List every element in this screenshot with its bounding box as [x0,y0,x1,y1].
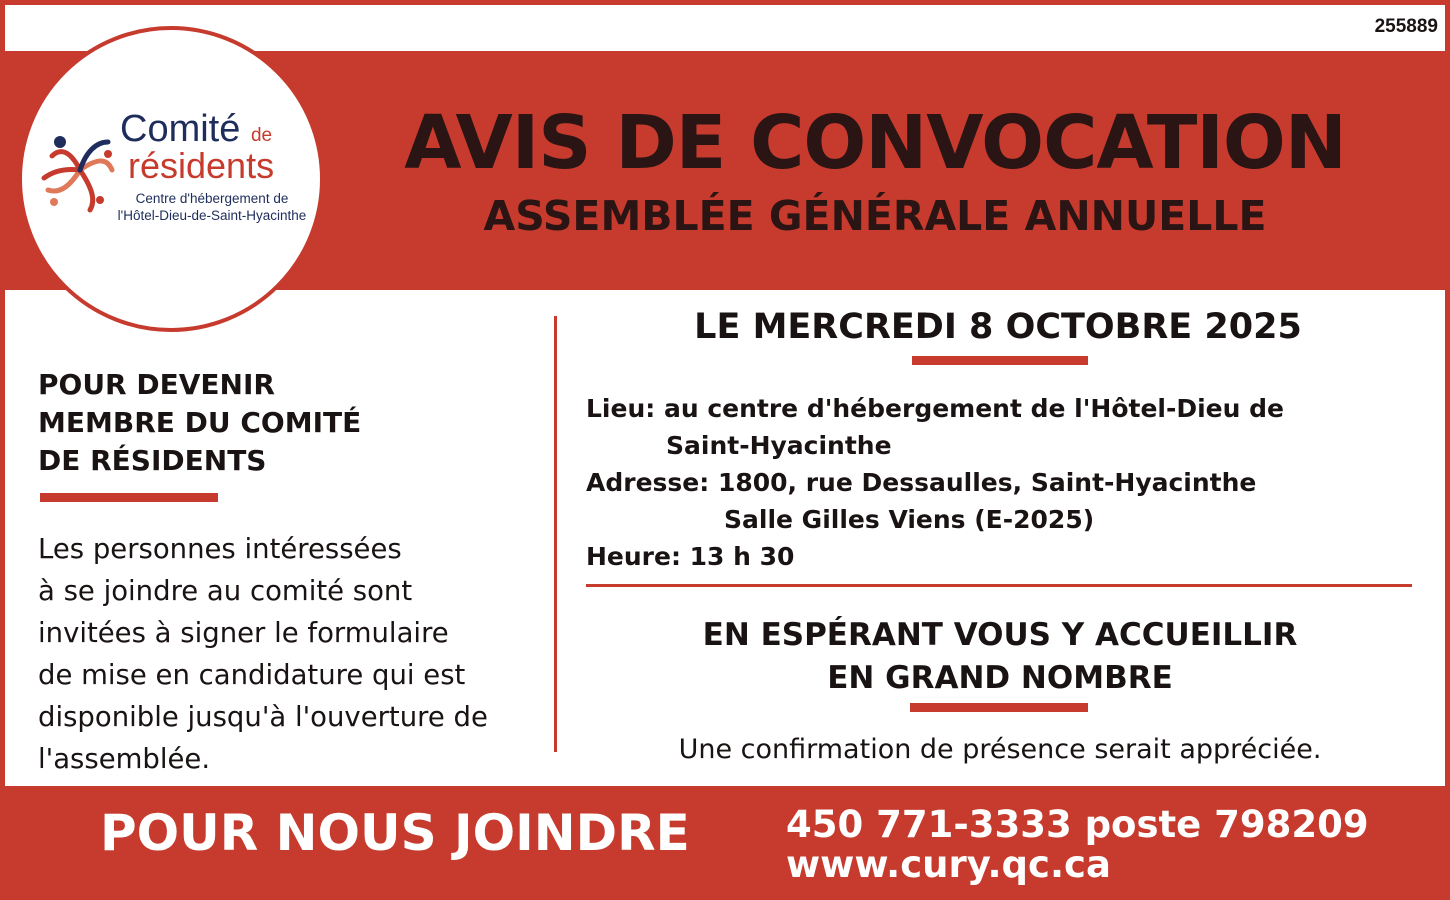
page-title: AVIS DE CONVOCATION [404,100,1346,186]
logo-residents-text: résidents [128,145,275,186]
event-adresse: Adresse: 1800, rue Dessaulles, Saint-Hyacinthe [586,468,1257,497]
closing-underline [910,703,1088,712]
event-details [586,390,1284,575]
confirmation-note: Une confirmation de présence serait appréciée. [678,734,1322,765]
event-lieu-continued: Saint-Hyacinthe [666,431,892,460]
logo-comite-text: Comité de [120,108,273,150]
reference-number: 255889 [1374,16,1438,37]
footer-phone[interactable]: 450 771-3333 poste 798209 [786,803,1369,846]
column-divider [554,316,557,752]
logo-subtitle: Centre d'hébergement de l'Hôtel-Dieu-de-Saint-Hyacinthe [117,191,307,223]
membership-heading: POUR DEVENIR MEMBRE DU COMITÉ DE RÉSIDENTS [38,368,362,477]
event-lieu: Lieu: au centre d'hébergement de l'Hôtel-Dieu de [586,394,1284,423]
section-divider [586,584,1412,587]
logo [18,26,324,332]
event-heure: Heure: 13 h 30 [586,542,795,571]
footer-website-link[interactable]: www.cury.qc.ca [786,843,1111,886]
membership-heading-underline [40,493,218,502]
closing-message: EN ESPÉRANT VOUS Y ACCUEILLIR EN GRAND NOMBRE [702,617,1298,696]
event-date-underline [912,356,1088,365]
page-subtitle: ASSEMBLÉE GÉNÉRALE ANNUELLE [483,192,1267,240]
footer-label: POUR NOUS JOINDRE [100,804,690,862]
event-salle: Salle Gilles Viens (E-2025) [724,505,1095,534]
event-date: LE MERCREDI 8 OCTOBRE 2025 [694,307,1302,347]
membership-body: Les personnes intéressées à se joindre au comité sont invitées à signer le formulaire de mise en candidature qui est disponible jusqu'à l'ouverture de l'assemblée. [38,533,488,775]
